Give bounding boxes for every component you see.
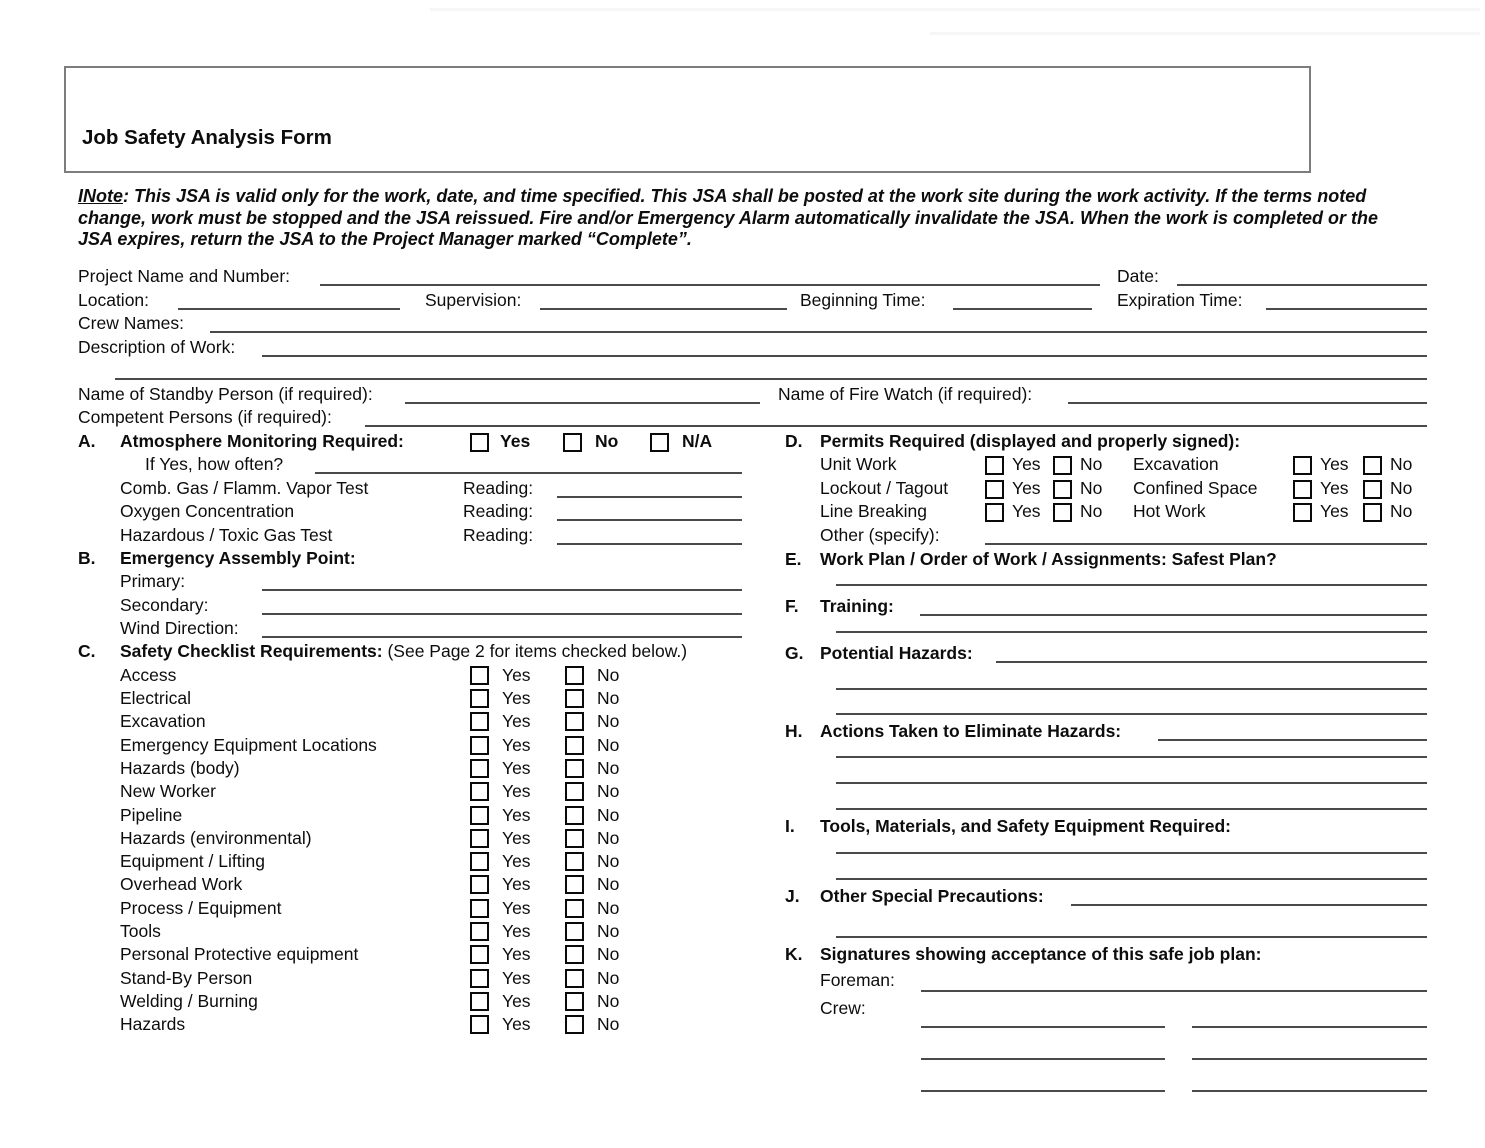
comb-gas-reading-label: Reading: [463,478,534,498]
checklist-item-label: Stand-By Person [120,968,253,988]
permit-no-label: No [1390,454,1413,474]
section-i-letter: I. [785,816,795,836]
page-title: Job Safety Analysis Form [82,126,332,149]
foreman-label: Foreman: [820,970,895,990]
oxygen-test-label: Oxygen Concentration [120,501,295,521]
checklist-no-checkbox[interactable] [565,969,584,988]
permit-yes-label: Yes [1320,454,1349,474]
checklist-yes-label: Yes [502,1014,531,1034]
checklist-no-checkbox[interactable] [565,689,584,708]
checklist-yes-label: Yes [502,665,531,685]
permit-yes-label: Yes [1320,501,1349,521]
oxygen-reading-label: Reading: [463,501,534,521]
checklist-yes-label: Yes [502,921,531,941]
checklist-no-label: No [597,921,620,941]
checklist-yes-checkbox[interactable] [470,852,489,871]
comb-gas-test-label: Comb. Gas / Flamm. Vapor Test [120,478,369,498]
checklist-item-label: Process / Equipment [120,898,282,918]
checklist-no-checkbox[interactable] [565,759,584,778]
expiration-time-label: Expiration Time: [1117,290,1243,310]
checklist-yes-checkbox[interactable] [470,875,489,894]
beginning-time-label: Beginning Time: [800,290,926,310]
title-box [64,66,1311,173]
checklist-no-checkbox[interactable] [565,712,584,731]
checklist-no-label: No [597,874,620,894]
crew-signature-line[interactable] [921,1058,1165,1060]
precautions-line-2[interactable] [836,936,1427,938]
crew-signature-line[interactable] [921,1026,1165,1028]
checklist-no-label: No [597,944,620,964]
checklist-no-checkbox[interactable] [565,666,584,685]
permit-yes-label: Yes [1012,454,1041,474]
actions-line[interactable] [1158,739,1427,741]
section-g-title: Potential Hazards: [820,643,973,663]
comb-gas-reading-line[interactable] [557,496,742,498]
checklist-item-label: Excavation [120,711,206,731]
atmosphere-yes-checkbox[interactable] [470,433,489,452]
checklist-yes-checkbox[interactable] [470,992,489,1011]
permit-no-label: No [1080,501,1103,521]
crew-names-label: Crew Names: [78,313,184,333]
checklist-yes-checkbox[interactable] [470,782,489,801]
section-k-title: Signatures showing acceptance of this safe job plan: [820,944,1262,964]
section-h-title: Actions Taken to Eliminate Hazards: [820,721,1122,741]
tools-line[interactable] [836,852,1427,854]
checklist-no-checkbox[interactable] [565,922,584,941]
permit-no-checkbox[interactable] [1363,503,1382,522]
atmosphere-na-label: N/A [682,431,713,451]
permit-yes-checkbox[interactable] [1293,480,1312,499]
checklist-yes-label: Yes [502,758,531,778]
fire-watch-line[interactable] [1068,402,1427,404]
checklist-no-label: No [597,851,620,871]
permit-no-label: No [1390,501,1413,521]
section-c-title-bold: Safety Checklist Requirements: [120,641,383,661]
checklist-item-label: New Worker [120,781,216,801]
wind-direction-line[interactable] [262,636,742,638]
expiration-time-line[interactable] [1266,308,1427,310]
standby-person-line[interactable] [405,402,760,404]
crew-signature-line[interactable] [921,1090,1165,1092]
oxygen-reading-line[interactable] [557,519,742,521]
section-c-subtitle: (See Page 2 for items checked below.) [387,641,688,661]
checklist-yes-checkbox[interactable] [470,969,489,988]
permit-no-label: No [1080,478,1103,498]
checklist-yes-label: Yes [502,828,531,848]
checklist-no-checkbox[interactable] [565,899,584,918]
checklist-item-label: Hazards [120,1014,186,1034]
checklist-no-label: No [597,758,620,778]
checklist-no-checkbox[interactable] [565,829,584,848]
toxic-gas-reading-line[interactable] [557,543,742,545]
checklist-yes-checkbox[interactable] [470,806,489,825]
checklist-yes-label: Yes [502,805,531,825]
other-specify-line[interactable] [985,543,1427,545]
checklist-item-label: Overhead Work [120,874,243,894]
section-j-title: Other Special Precautions: [820,886,1044,906]
permit-label: Unit Work [820,454,897,474]
form-note [78,186,1400,251]
section-c-title [120,641,687,662]
checklist-no-label: No [597,688,620,708]
permit-no-label: No [1080,454,1103,474]
checklist-no-label: No [597,1014,620,1034]
permit-no-checkbox[interactable] [1053,503,1072,522]
description-line[interactable] [262,355,1427,357]
checklist-yes-checkbox[interactable] [470,1015,489,1034]
checklist-no-label: No [597,991,620,1011]
checklist-no-checkbox[interactable] [565,1015,584,1034]
permit-yes-label: Yes [1320,478,1349,498]
date-line[interactable] [1177,284,1427,286]
permit-no-checkbox[interactable] [1053,480,1072,499]
checklist-yes-label: Yes [502,968,531,988]
precautions-line[interactable] [1071,904,1427,906]
supervision-label: Supervision: [425,290,522,310]
standby-person-label: Name of Standby Person (if required): [78,384,373,404]
secondary-label: Secondary: [120,595,209,615]
permit-no-label: No [1390,478,1413,498]
training-line-2[interactable] [836,631,1427,633]
permit-label: Lockout / Tagout [820,478,949,498]
secondary-line[interactable] [262,613,742,615]
checklist-yes-label: Yes [502,711,531,731]
scan-artifact [930,32,1480,35]
crew-signature-line[interactable] [1192,1026,1427,1028]
permit-yes-checkbox[interactable] [1293,503,1312,522]
checklist-yes-label: Yes [502,735,531,755]
work-plan-line[interactable] [836,584,1427,586]
permit-label: Confined Space [1133,478,1258,498]
date-label: Date: [1117,266,1159,286]
note-body: : This JSA is valid only for the work, date, and time specified. This JSA shall be posted at the work site during the work activity. If the terms noted change, work must be stopped and the JSA reissued. Fire and/or Emergency Alarm automatically invalidate the JSA. When the work is completed or the JSA expires, return the JSA to the Project Manager marked “Complete”. [78,186,1378,249]
wind-direction-label: Wind Direction: [120,618,239,638]
primary-label: Primary: [120,571,186,591]
checklist-item-label: Equipment / Lifting [120,851,265,871]
checklist-yes-checkbox[interactable] [470,736,489,755]
checklist-no-checkbox[interactable] [565,736,584,755]
checklist-yes-label: Yes [502,944,531,964]
checklist-no-label: No [597,805,620,825]
permit-label: Excavation [1133,454,1219,474]
checklist-no-checkbox[interactable] [565,852,584,871]
checklist-no-label: No [597,781,620,801]
checklist-item-label: Welding / Burning [120,991,258,1011]
other-specify-label: Other (specify): [820,525,940,545]
foreman-signature-line[interactable] [921,990,1427,992]
checklist-yes-checkbox[interactable] [470,945,489,964]
checklist-yes-label: Yes [502,991,531,1011]
fire-watch-label: Name of Fire Watch (if required): [778,384,1033,404]
permit-yes-label: Yes [1012,478,1041,498]
checklist-item-label: Tools [120,921,161,941]
atmosphere-na-checkbox[interactable] [650,433,669,452]
checklist-yes-checkbox[interactable] [470,759,489,778]
actions-line-2[interactable] [836,756,1427,758]
section-g-letter: G. [785,643,804,663]
checklist-yes-checkbox[interactable] [470,712,489,731]
checklist-no-label: No [597,665,620,685]
crew-names-line[interactable] [210,331,1427,333]
section-b-letter: B. [78,548,96,568]
checklist-no-checkbox[interactable] [565,806,584,825]
checklist-yes-label: Yes [502,781,531,801]
section-f-title: Training: [820,596,894,616]
checklist-no-checkbox[interactable] [565,875,584,894]
section-d-letter: D. [785,431,803,451]
if-yes-how-often-line[interactable] [315,472,742,474]
checklist-no-label: No [597,898,620,918]
section-e-title: Work Plan / Order of Work / Assignments: Safest Plan? [820,549,1277,569]
permit-no-checkbox[interactable] [1363,456,1382,475]
section-k-letter: K. [785,944,803,964]
checklist-yes-checkbox[interactable] [470,689,489,708]
beginning-time-line[interactable] [953,308,1092,310]
tools-line-2[interactable] [836,878,1427,880]
checklist-yes-checkbox[interactable] [470,922,489,941]
project-name-label: Project Name and Number: [78,266,291,286]
section-b-title: Emergency Assembly Point: [120,548,356,568]
toxic-gas-reading-label: Reading: [463,525,534,545]
section-c-letter: C. [78,641,96,661]
location-label: Location: [78,290,150,310]
section-d-title: Permits Required (displayed and properly signed): [820,431,1241,451]
crew-label: Crew: [820,998,866,1018]
atmosphere-no-checkbox[interactable] [563,433,582,452]
permit-yes-checkbox[interactable] [1293,456,1312,475]
checklist-yes-label: Yes [502,874,531,894]
permit-yes-label: Yes [1012,501,1041,521]
section-f-letter: F. [785,596,799,616]
checklist-yes-checkbox[interactable] [470,829,489,848]
potential-hazards-line-2[interactable] [836,688,1427,690]
crew-signature-line[interactable] [1192,1058,1427,1060]
competent-persons-label: Competent Persons (if required): [78,407,332,427]
checklist-item-label: Hazards (body) [120,758,240,778]
actions-line-4[interactable] [836,808,1427,810]
note-label: INote [78,186,123,206]
permit-no-checkbox[interactable] [1053,456,1072,475]
checklist-item-label: Pipeline [120,805,183,825]
checklist-item-label: Electrical [120,688,191,708]
checklist-yes-label: Yes [502,688,531,708]
permit-no-checkbox[interactable] [1363,480,1382,499]
permit-label: Line Breaking [820,501,928,521]
section-a-letter: A. [78,431,96,451]
actions-line-3[interactable] [836,782,1427,784]
checklist-item-label: Hazards (environmental) [120,828,312,848]
section-h-letter: H. [785,721,803,741]
section-j-letter: J. [785,886,800,906]
checklist-yes-checkbox[interactable] [470,899,489,918]
section-i-title: Tools, Materials, and Safety Equipment Required: [820,816,1231,836]
if-yes-how-often-label: If Yes, how often? [145,454,284,474]
checklist-yes-label: Yes [502,851,531,871]
atmosphere-yes-label: Yes [500,431,531,451]
primary-line[interactable] [262,589,742,591]
supervision-line[interactable] [540,308,787,310]
toxic-gas-test-label: Hazardous / Toxic Gas Test [120,525,333,545]
checklist-item-label: Access [120,665,177,685]
checklist-item-label: Personal Protective equipment [120,944,359,964]
checklist-no-checkbox[interactable] [565,992,584,1011]
permit-label: Hot Work [1133,501,1206,521]
section-a-title: Atmosphere Monitoring Required: [120,431,404,451]
checklist-no-checkbox[interactable] [565,945,584,964]
competent-persons-line[interactable] [365,425,1427,427]
potential-hazards-line[interactable] [996,661,1427,663]
checklist-no-label: No [597,968,620,988]
description-label: Description of Work: [78,337,236,357]
scan-artifact [430,8,1480,11]
checklist-yes-label: Yes [502,898,531,918]
checklist-no-checkbox[interactable] [565,782,584,801]
description-line-2[interactable] [115,378,1427,380]
location-line[interactable] [178,308,400,310]
training-line[interactable] [920,614,1427,616]
checklist-yes-checkbox[interactable] [470,666,489,685]
checklist-no-label: No [597,711,620,731]
potential-hazards-line-3[interactable] [836,713,1427,715]
crew-signature-line[interactable] [1192,1090,1427,1092]
atmosphere-no-label: No [595,431,619,451]
permit-yes-checkbox[interactable] [985,456,1004,475]
checklist-no-label: No [597,735,620,755]
permit-yes-checkbox[interactable] [985,503,1004,522]
checklist-no-label: No [597,828,620,848]
section-e-letter: E. [785,549,802,569]
project-name-line[interactable] [320,284,1100,286]
checklist-item-label: Emergency Equipment Locations [120,735,377,755]
permit-yes-checkbox[interactable] [985,480,1004,499]
